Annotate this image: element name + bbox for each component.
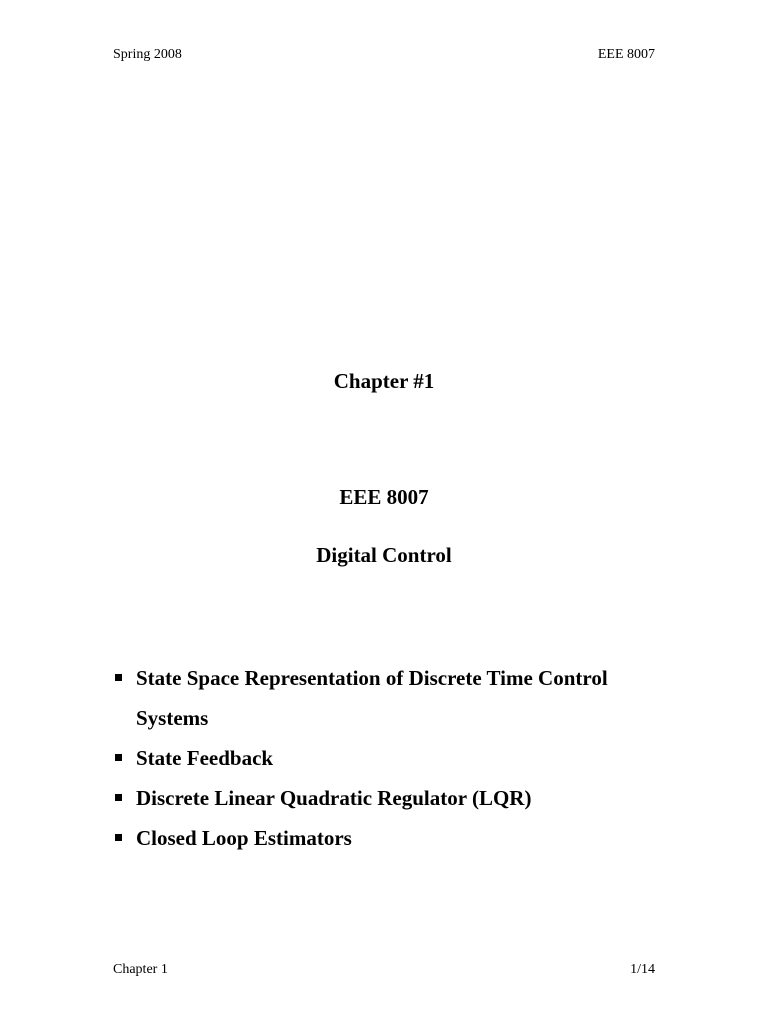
square-bullet-icon bbox=[113, 778, 125, 818]
course-code: EEE 8007 bbox=[339, 485, 429, 509]
header-semester: Spring 2008 bbox=[113, 47, 182, 62]
topic-label: Discrete Linear Quadratic Regulator (LQR) bbox=[136, 786, 532, 810]
page-number: 1/14 bbox=[630, 962, 655, 977]
topic-item bbox=[113, 818, 673, 858]
topic-list bbox=[113, 658, 673, 858]
square-bullet-icon bbox=[113, 658, 125, 698]
topic-label: Closed Loop Estimators bbox=[136, 826, 352, 850]
chapter-title: Chapter #1 bbox=[333, 369, 435, 393]
square-bullet-icon bbox=[113, 818, 125, 858]
header-course-code: EEE 8007 bbox=[597, 47, 655, 62]
topic-item bbox=[113, 738, 673, 778]
topic-label: State Feedback bbox=[136, 746, 274, 770]
topic-item bbox=[113, 658, 673, 738]
topic-item bbox=[113, 778, 673, 818]
square-bullet-icon bbox=[113, 738, 125, 778]
footer-chapter-label: Chapter 1 bbox=[113, 962, 168, 977]
topic-label: State Space Representation of Discrete Time Control Systems bbox=[136, 666, 608, 730]
course-name: Digital Control bbox=[316, 543, 452, 567]
